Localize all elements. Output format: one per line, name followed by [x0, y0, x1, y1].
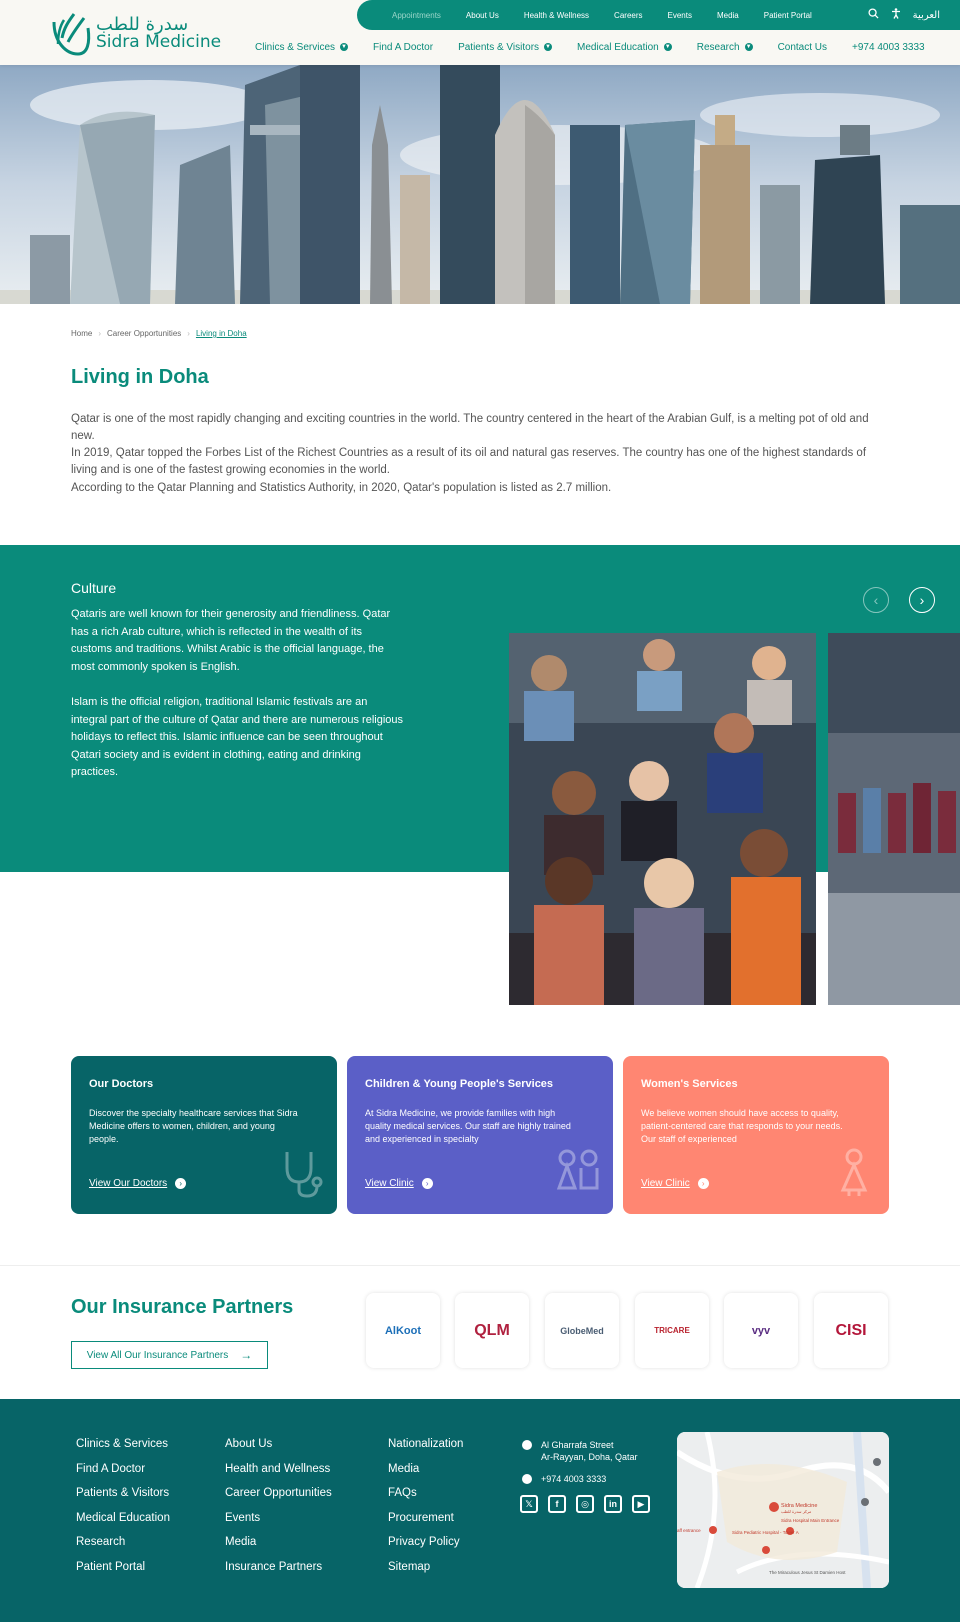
map-label-main: Sidra Medicine — [781, 1503, 818, 1509]
footer-map[interactable] — [677, 1432, 889, 1588]
map-label-pediatric: Sidra Pediatric Hospital - Tower A — [732, 1530, 799, 1535]
breadcrumb-separator-icon: › — [98, 329, 102, 338]
map-label-main-entrance: Sidra Hospital Main Entrance — [781, 1518, 840, 1523]
address-line-2: Ar-Rayyan, Doha, Qatar — [541, 1452, 638, 1462]
nav-label: Medical Education — [577, 41, 659, 53]
search-icon[interactable] — [868, 8, 879, 22]
social-links — [520, 1495, 660, 1513]
card-link-label: View Clinic — [365, 1178, 414, 1189]
breadcrumb-home[interactable]: Home — [71, 329, 93, 338]
nav-label: Find A Doctor — [373, 41, 434, 53]
chevron-down-icon: ▼ — [341, 44, 347, 50]
topbar-patient-portal[interactable]: Patient Portal — [763, 10, 812, 20]
utility-bar — [357, 0, 960, 30]
footer-col-2 — [225, 1438, 332, 1585]
card-children-services — [347, 1056, 613, 1214]
footer-link[interactable]: Events — [225, 1511, 261, 1524]
partner-cisi-logo[interactable]: CISI — [814, 1293, 888, 1368]
footer-link[interactable]: Media — [225, 1536, 257, 1548]
carousel-prev-button[interactable] — [863, 587, 889, 613]
view-all-insurance-button[interactable] — [71, 1341, 268, 1369]
page-title: Living in Doha — [71, 366, 209, 388]
footer-link[interactable]: Privacy Policy — [388, 1536, 460, 1548]
sidra-tree-icon — [48, 8, 92, 58]
nav-research[interactable] — [697, 42, 753, 53]
woman-icon — [829, 1148, 879, 1198]
logo-english: Sidra Medicine — [96, 32, 222, 52]
footer-col-3 — [388, 1438, 463, 1585]
phone-icon — [522, 1474, 532, 1484]
nav-phone[interactable] — [852, 42, 925, 53]
footer-link[interactable]: Media — [388, 1462, 420, 1475]
phone-number[interactable]: +974 4003 3333 — [541, 1474, 607, 1484]
map-label-main-ar: مركز سدرة للطب — [781, 1509, 812, 1514]
footer-link[interactable]: About Us — [225, 1438, 273, 1450]
partner-qlm-logo[interactable]: QLM — [455, 1293, 529, 1368]
footer-link[interactable]: Nationalization — [388, 1438, 464, 1450]
map-label-church: The Miraculous Jesus St Damien Host — [769, 1570, 846, 1575]
culture-paragraph-1: Qataris are well known for their generosity and friendliness. Qatar has a rich Arab culture, which is reflected in the wealth of its customs and traditions. Whilst Arabic is the official language, the most commonly spoken is English. — [71, 608, 391, 673]
chevron-down-icon: ▼ — [545, 44, 551, 50]
view-clinic-children-link[interactable] — [365, 1178, 433, 1189]
nav-label: +974 4003 3333 — [852, 41, 925, 53]
footer-col-1 — [76, 1438, 170, 1585]
footer-link[interactable]: Medical Education — [76, 1511, 170, 1524]
partner-vyv-logo[interactable]: vyv — [724, 1293, 798, 1368]
breadcrumb-career-opportunities[interactable]: Career Opportunities — [107, 329, 182, 338]
nav-contact-us[interactable] — [778, 42, 827, 53]
topbar-health-wellness[interactable]: Health & Wellness — [523, 10, 590, 20]
card-title: Children & Young People's Services — [365, 1078, 554, 1090]
card-description: We believe women should have access to quality, patient-centered care that responds to your needs. Our staff of experienced — [641, 1108, 843, 1144]
carousel-next-button[interactable] — [909, 587, 935, 613]
main-nav — [255, 38, 950, 56]
footer-link[interactable]: Procurement — [388, 1511, 454, 1524]
card-womens-services — [623, 1056, 889, 1214]
partner-alkoot-logo[interactable]: AlKoot — [366, 1293, 440, 1368]
arrow-right-icon: › — [175, 1178, 186, 1189]
nav-clinics-services[interactable] — [255, 42, 348, 53]
card-link-label: View Clinic — [641, 1178, 690, 1189]
culture-title: Culture — [71, 580, 117, 596]
footer-link[interactable]: Research — [76, 1536, 126, 1548]
footer-link[interactable]: Find A Doctor — [76, 1462, 146, 1475]
language-switch[interactable]: العربية — [912, 9, 940, 21]
topbar-media[interactable]: Media — [716, 10, 739, 20]
topbar-events[interactable]: Events — [667, 10, 692, 20]
footer-link[interactable]: Patients & Visitors — [76, 1487, 170, 1499]
instagram-icon[interactable]: ◎ — [576, 1495, 594, 1513]
children-icon — [553, 1148, 603, 1198]
footer-link[interactable]: Insurance Partners — [225, 1560, 323, 1573]
logo-arabic: سدرة للطب — [96, 14, 189, 35]
partner-tricare-logo[interactable]: TRICARE — [635, 1293, 709, 1368]
topbar-about-us[interactable]: About Us — [465, 10, 499, 20]
breadcrumb-current[interactable]: Living in Doha — [195, 329, 247, 338]
location-icon — [522, 1440, 532, 1450]
view-our-doctors-link[interactable] — [89, 1178, 186, 1189]
linkedin-icon[interactable]: in — [604, 1495, 622, 1513]
partner-globemed-logo[interactable]: GlobeMed — [545, 1293, 619, 1368]
chevron-down-icon: ▼ — [664, 44, 671, 50]
x-twitter-icon[interactable]: 𝕏 — [520, 1495, 538, 1513]
view-clinic-women-link[interactable] — [641, 1178, 709, 1189]
youtube-icon[interactable]: ▶ — [632, 1495, 650, 1513]
topbar-appointments[interactable]: Appointments — [392, 10, 441, 20]
footer-link[interactable]: Sitemap — [388, 1560, 431, 1573]
carousel-photo-audience — [509, 633, 816, 1005]
hero-skyline-image — [0, 65, 960, 304]
chevron-down-icon: ▼ — [745, 44, 752, 50]
card-title: Women's Services — [641, 1078, 738, 1090]
arrow-right-icon: › — [698, 1178, 709, 1189]
intro-paragraph-2: In 2019, Qatar topped the Forbes List of the Richest Countries as a result of its oil and natural gas reserves. The country has one of the highest standards of living and is one of the fastest growing economies in the world. — [71, 447, 867, 476]
culture-paragraph-2: Islam is the official religion, traditional Islamic festivals are an integral part of the culture of Qatar and there are numerous religious holidays to reflect this. Islamic influence can be seen throughout Qatari society and is evident in clothing, eating and drinking practices. — [71, 696, 404, 778]
card-title: Our Doctors — [89, 1078, 154, 1090]
chevron-right-icon: › — [919, 592, 925, 608]
stethoscope-icon — [277, 1148, 327, 1198]
insurance-title: Our Insurance Partners — [71, 1296, 294, 1318]
map-label-west-entrance: aff entrance — [677, 1528, 701, 1533]
intro-paragraph-3: According to the Qatar Planning and Statistics Authority, in 2020, Qatar's population is listed as 2.7 million. — [71, 482, 612, 494]
nav-label: Research — [696, 41, 740, 53]
footer-link[interactable]: Career Opportunities — [225, 1487, 332, 1499]
site-header — [0, 0, 960, 65]
sidra-logo[interactable] — [48, 8, 222, 58]
topbar-careers[interactable]: Careers — [614, 10, 643, 20]
card-our-doctors — [71, 1056, 337, 1214]
breadcrumb — [71, 329, 253, 338]
nav-label: Clinics & Services — [255, 41, 336, 53]
nav-find-a-doctor[interactable] — [373, 42, 433, 53]
footer-link[interactable]: Patient Portal — [76, 1560, 146, 1573]
footer-link[interactable]: FAQs — [388, 1487, 417, 1499]
chevron-left-icon: ‹ — [873, 592, 879, 608]
footer-link[interactable]: Health and Wellness — [225, 1462, 331, 1475]
card-description: At Sidra Medicine, we provide families with high quality medical services. Our staff are highly trained and experienced in specialty — [365, 1108, 571, 1144]
facebook-icon[interactable]: f — [548, 1495, 566, 1513]
intro-paragraph-1: Qatar is one of the most rapidly changing and exciting countries in the world. The country centered in the heart of the Arabian Gulf, is a melting pot of old and new. — [71, 413, 869, 442]
footer-link[interactable]: Clinics & Services — [76, 1438, 169, 1450]
arrow-right-icon: → — [240, 1348, 253, 1362]
address-line-1: Al Gharrafa Street — [541, 1440, 614, 1450]
nav-medical-education[interactable] — [577, 42, 672, 53]
button-label: View All Our Insurance Partners — [86, 1349, 229, 1361]
card-link-label: View Our Doctors — [89, 1178, 168, 1189]
accessibility-icon[interactable] — [891, 8, 901, 22]
nav-label: Contact Us — [777, 41, 828, 53]
nav-patients-visitors[interactable] — [458, 42, 552, 53]
card-description: Discover the specialty healthcare services that Sidra Medicine offers to women, children, and young people. — [89, 1108, 298, 1144]
arrow-right-icon: › — [422, 1178, 433, 1189]
nav-label: Patients & Visitors — [458, 41, 540, 53]
carousel-photo-staff — [828, 633, 960, 1005]
breadcrumb-separator-icon: › — [187, 329, 190, 338]
